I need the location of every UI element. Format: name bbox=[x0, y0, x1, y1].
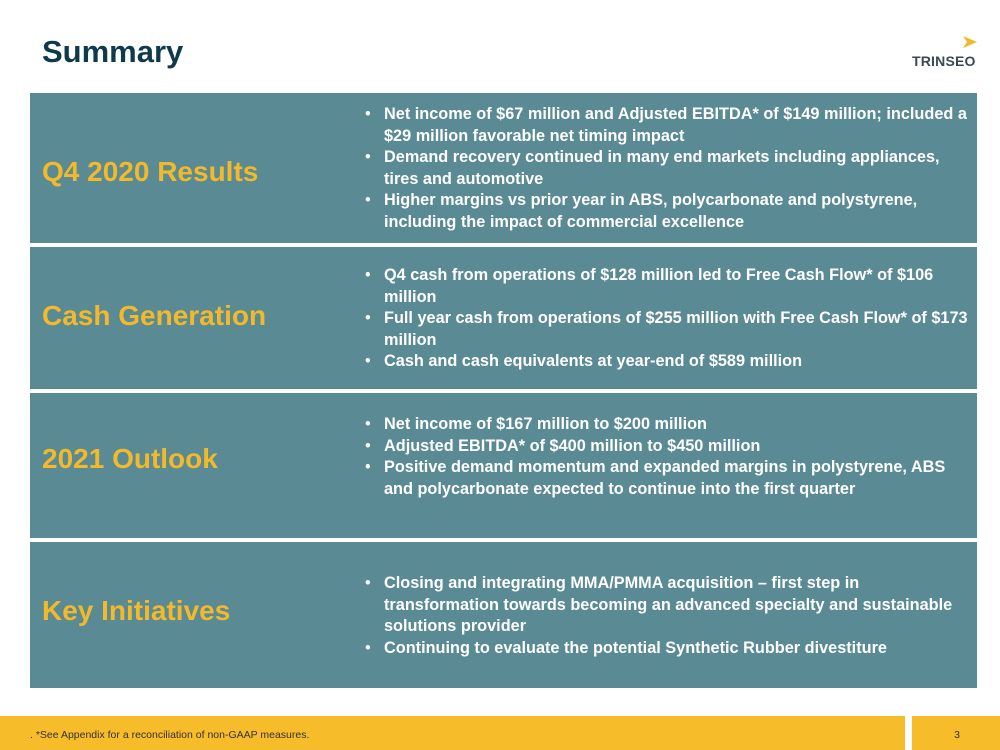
logo-text: TRINSEO bbox=[912, 53, 976, 69]
bullet-item: • Adjusted EBITDA* of $400 million to $450 million bbox=[365, 436, 970, 458]
bullet-item: • Continuing to evaluate the potential Synthetic Rubber divestiture bbox=[365, 638, 970, 660]
panel-title: 2021 Outlook bbox=[42, 443, 218, 474]
bullet-item: • Positive demand momentum and expanded margins in polystyrene, ABS and polycarbonate expected to continue into the first quarter bbox=[365, 457, 970, 500]
panel-key-initiatives bbox=[30, 542, 977, 688]
bullet-list bbox=[365, 573, 970, 659]
bullet-item: • Cash and cash equivalents at year-end of $589 million bbox=[365, 351, 970, 373]
bullet-item: • Net income of $167 million to $200 million bbox=[365, 414, 970, 436]
page-number: 3 bbox=[954, 729, 960, 741]
chevron-arrow-icon bbox=[962, 36, 978, 50]
footer-note: . *See Appendix for a reconciliation of non-GAAP measures. bbox=[30, 729, 310, 741]
trinseo-logo bbox=[912, 36, 988, 72]
bullet-item: • Demand recovery continued in many end markets including appliances, tires and automotive bbox=[365, 147, 970, 190]
panel-title: Cash Generation bbox=[42, 300, 267, 331]
bullet-list bbox=[365, 414, 970, 500]
panel-q4-results bbox=[30, 93, 977, 243]
panel-2021-outlook bbox=[30, 393, 977, 538]
bullet-list bbox=[365, 104, 970, 233]
panel-cash-generation bbox=[30, 247, 977, 389]
page-title: Summary bbox=[42, 34, 184, 69]
panel-title: Q4 2020 Results bbox=[42, 156, 259, 187]
bullet-item: • Net income of $67 million and Adjusted EBITDA* of $149 million; included a $29 million favorable net timing impact bbox=[365, 104, 970, 147]
bullet-item: • Q4 cash from operations of $128 million led to Free Cash Flow* of $106 million bbox=[365, 265, 970, 308]
bullet-item: • Higher margins vs prior year in ABS, polycarbonate and polystyrene, including the impact of commercial excellence bbox=[365, 190, 970, 233]
bullet-item: • Full year cash from operations of $255 million with Free Cash Flow* of $173 million bbox=[365, 308, 970, 351]
bullet-item: • Closing and integrating MMA/PMMA acquisition – first step in transformation towards becoming an advanced specialty and sustainable solutions provider bbox=[365, 573, 970, 638]
panel-title: Key Initiatives bbox=[42, 595, 231, 626]
bullet-list bbox=[365, 265, 970, 373]
